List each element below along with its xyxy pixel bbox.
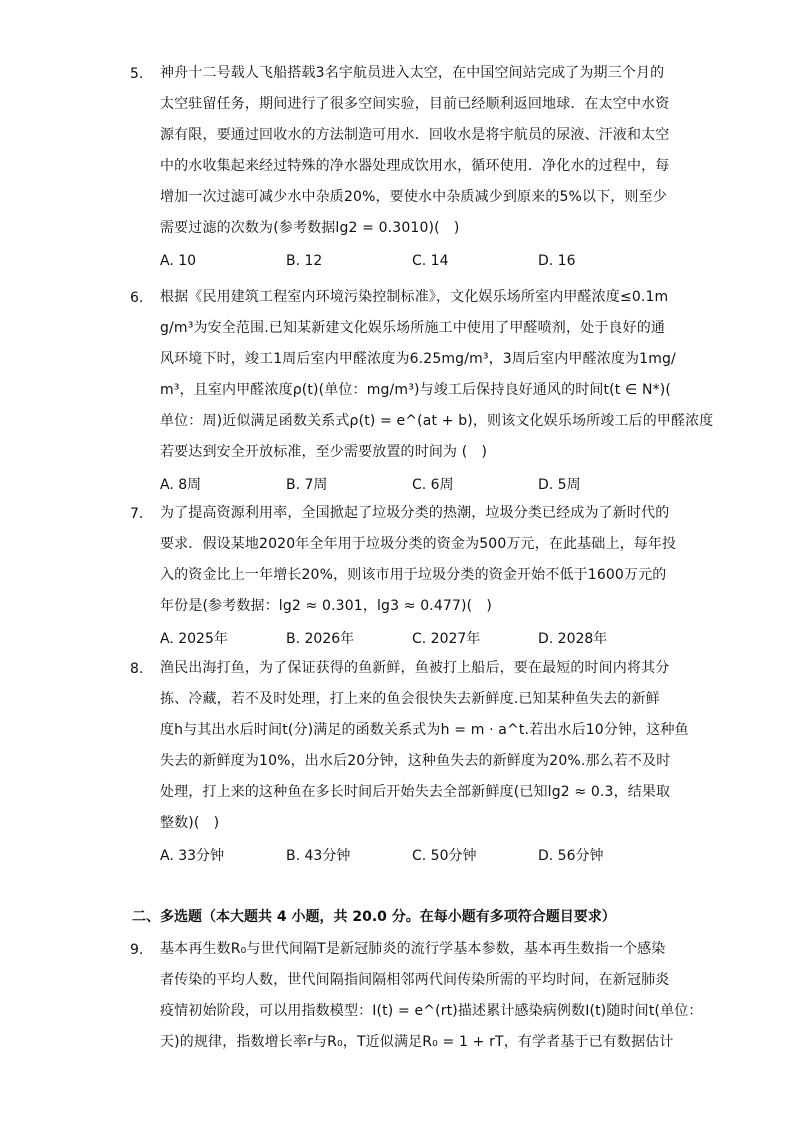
option-c[interactable]: C. 50分钟 [412, 848, 477, 864]
stem-line: 增加一次过滤可减少水中杂质20%，要使水中杂质减少到原来的5%以下，则至少 [160, 189, 667, 205]
option-a[interactable]: A. 2025年 [160, 631, 228, 647]
stem-line: 根据《民用建筑工程室内环境污染控制标准》，文化娱乐场所室内甲醛浓度≤0.1m [160, 289, 669, 305]
stem-line: 源有限，要通过回收水的方法制造可用水．回收水是将宇航员的尿液、汗液和太空 [160, 127, 670, 143]
question-8 [130, 653, 689, 871]
question-stem [160, 934, 703, 1058]
option-b[interactable]: B. 2026年 [286, 631, 355, 647]
question-stem [160, 498, 677, 622]
option-d[interactable]: D. 2028年 [538, 631, 608, 647]
stem-line: 为了提高资源利用率，全国掀起了垃圾分类的热潮，垃圾分类已经成为了新时代的 [160, 505, 670, 521]
stem-line: 中的水收集起来经过特殊的净水器处理成饮用水，循环使用．净化水的过程中，每 [160, 158, 670, 174]
stem-line: 整数)( ) [160, 815, 220, 831]
option-a[interactable]: A. 33分钟 [160, 848, 225, 864]
stem-line: m³，且室内甲醛浓度ρ(t)(单位：mg/m³)与竣工后保持良好通风的时间t(t ∈ N*)( [160, 382, 671, 398]
stem-line: 单位：周)近似满足函数关系式ρ(t) = e^(at + b)，则该文化娱乐场所竣工后的甲醛浓度 [160, 413, 714, 429]
option-d[interactable]: D. 16 [538, 253, 576, 269]
question-number: 8. [130, 661, 144, 677]
question-7 [130, 498, 677, 654]
question-number: 7. [130, 506, 144, 522]
stem-line: 入的资金比上一年增长20%，则该市用于垃圾分类的资金开始不低于1600万元的 [160, 567, 667, 583]
question-stem [160, 653, 689, 839]
stem-line: 若要达到安全开放标准，至少需要放置的时间为 ( ) [160, 444, 488, 460]
options-row [160, 841, 672, 871]
question-number: 6. [130, 290, 144, 306]
option-c[interactable]: C. 14 [412, 253, 449, 269]
question-5 [132, 58, 672, 276]
option-c[interactable]: C. 6周 [412, 477, 454, 493]
stem-line: 需要过滤的次数为(参考数据lg2 = 0.3010)( ) [160, 220, 460, 236]
option-a[interactable]: A. 8周 [160, 477, 202, 493]
option-b[interactable]: B. 43分钟 [286, 848, 351, 864]
option-a[interactable]: A. 10 [160, 253, 197, 269]
option-d[interactable]: D. 56分钟 [538, 848, 604, 864]
stem-line: 度h与其出水后时间t(分)满足的函数关系式为h = m · a^t.若出水后10分钟，这种鱼 [160, 722, 689, 738]
stem-line: 拣、冷藏，若不及时处理，打上来的鱼会很快失去新鲜度.已知某种鱼失去的新鲜 [160, 691, 660, 707]
stem-line: 太空驻留任务，期间进行了很多空间实验，目前已经顺利返回地球．在太空中水资 [160, 96, 670, 112]
options-row [160, 624, 672, 654]
question-9 [130, 934, 703, 1058]
stem-line: 要求．假设某地2020年全年用于垃圾分类的资金为500万元，在此基础上，每年投 [160, 536, 677, 552]
section-heading: 二、多选题（本大题共 4 小题，共 20.0 分。在每小题有多项符合题目要求） [132, 909, 616, 925]
stem-line: 年份是(参考数据：lg2 ≈ 0.301，lg3 ≈ 0.477)( ) [160, 598, 493, 614]
option-d[interactable]: D. 5周 [538, 477, 581, 493]
stem-line: 渔民出海打鱼，为了保证获得的鱼新鲜，鱼被打上船后，要在最短的时间内将其分 [160, 660, 670, 676]
stem-line: 天)的规律，指数增长率r与R₀，T近似满足R₀ = 1 + rT，有学者基于已有数据估计 [160, 1034, 674, 1050]
stem-line: 失去的新鲜度为10%，出水后20分钟，这种鱼失去的新鲜度为20%.那么若不及时 [160, 753, 671, 769]
stem-line: 者传染的平均人数，世代间隔指间隔相邻两代间传染所需的平均时间，在新冠肺炎 [160, 972, 670, 988]
stem-line: 处理，打上来的这种鱼在多长时间后开始失去全部新鲜度(已知lg2 ≈ 0.3，结果取 [160, 784, 671, 800]
question-number: 9. [130, 942, 144, 958]
question-stem [160, 282, 714, 468]
options-row [160, 470, 672, 500]
stem-line: 基本再生数R₀与世代间隔T是新冠肺炎的流行学基本参数，基本再生数指一个感染 [160, 941, 666, 957]
question-6 [130, 282, 714, 500]
option-b[interactable]: B. 7周 [286, 477, 328, 493]
question-stem [160, 58, 672, 244]
stem-line: 神舟十二号载人飞船搭载3名宇航员进入太空，在中国空间站完成了为期三个月的 [160, 65, 665, 81]
stem-line: g/m³为安全范围.已知某新建文化娱乐场所施工中使用了甲醛喷剂，处于良好的通 [160, 320, 666, 336]
option-c[interactable]: C. 2027年 [412, 631, 481, 647]
options-row [160, 246, 672, 276]
option-b[interactable]: B. 12 [286, 253, 323, 269]
stem-line: 疫情初始阶段，可以用指数模型：I(t) = e^(rt)描述累计感染病例数I(t)随时间t(单位： [160, 1003, 703, 1019]
stem-line: 风环境下时，竣工1周后室内甲醛浓度为6.25mg/m³，3周后室内甲醛浓度为1mg/ [160, 351, 676, 367]
question-number: 5. [130, 66, 144, 82]
